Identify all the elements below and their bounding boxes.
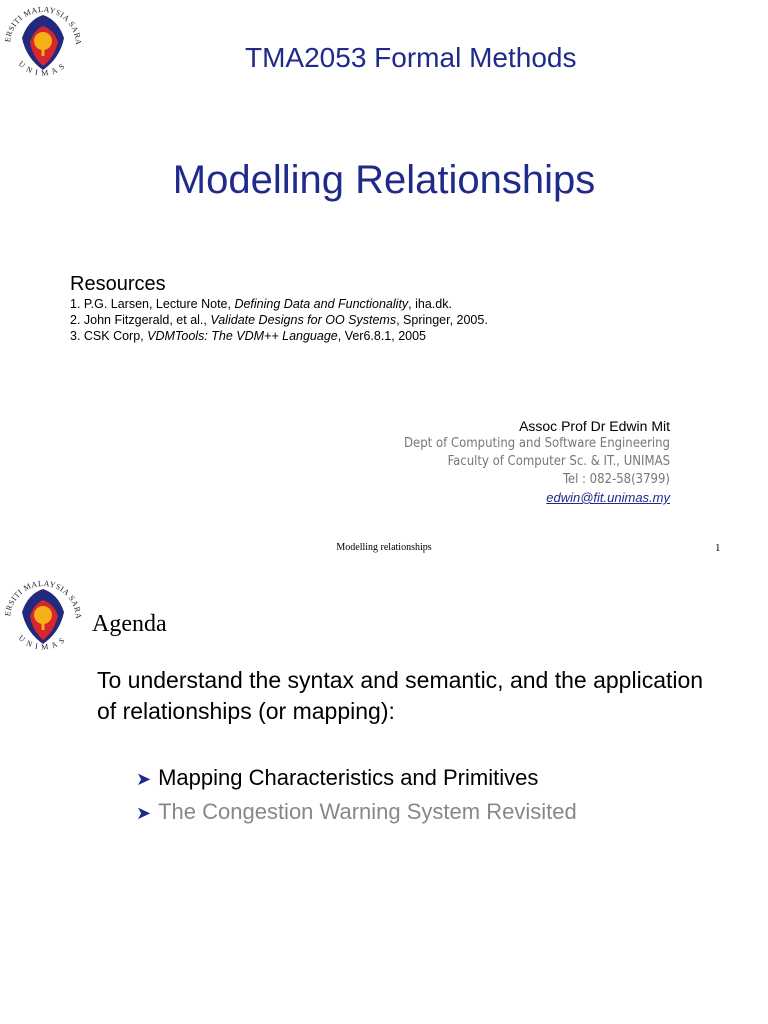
svg-text:UNIVERSITI MALAYSIA SARAWAK: ERSITI MALAYSIA SARA [3,4,84,45]
slide-footer: Modelling relationships [336,542,432,553]
author-faculty: Faculty of Computer Sc. & IT., UNIMAS [447,454,670,469]
page-number: 1 [715,542,721,554]
resource-item: 1. P.G. Larsen, Lecture Note, Defining Data and Functionality, iha.dk. [70,297,452,311]
agenda-heading: Agenda [92,611,167,637]
author-telephone: Tel : 082-58(3799) [562,472,670,487]
svg-text:UNIVERSITI MALAYSIA SARAWAK: ERSITI MALAYSIA SARA [3,578,84,619]
author-department: Dept of Computing and Software Engineering [404,436,670,451]
arrow-bullet-icon: ➤ [136,769,152,789]
agenda-intro: To understand the syntax and semantic, and the application of relationships (or mapping): [97,667,704,724]
course-title: TMA2053 Formal Methods [245,42,577,73]
resource-item: 2. John Fitzgerald, et al., Validate Designs for OO Systems, Springer, 2005. [70,313,488,327]
agenda-bullet-item: ➤ Mapping Characteristics and Primitives [136,765,539,790]
svg-text:UNIMAS: UNIMAS [16,59,70,78]
resource-item: 3. CSK Corp, VDMTools: The VDM++ Language, Ver6.8.1, 2005 [70,329,427,343]
svg-text:UNIMAS: UNIMAS [16,633,70,652]
unimas-logo-icon [0,0,88,88]
slide-title: Modelling Relationships [172,158,596,202]
author-email-link[interactable]: edwin@fit.unimas.my [546,490,670,505]
agenda-bullet-item: ➤ The Congestion Warning System Revisited [136,799,577,824]
arrow-bullet-icon: ➤ [136,803,152,823]
unimas-logo-icon [0,572,88,662]
author-name: Assoc Prof Dr Edwin Mit [519,418,670,434]
resources-heading: Resources [70,273,166,295]
